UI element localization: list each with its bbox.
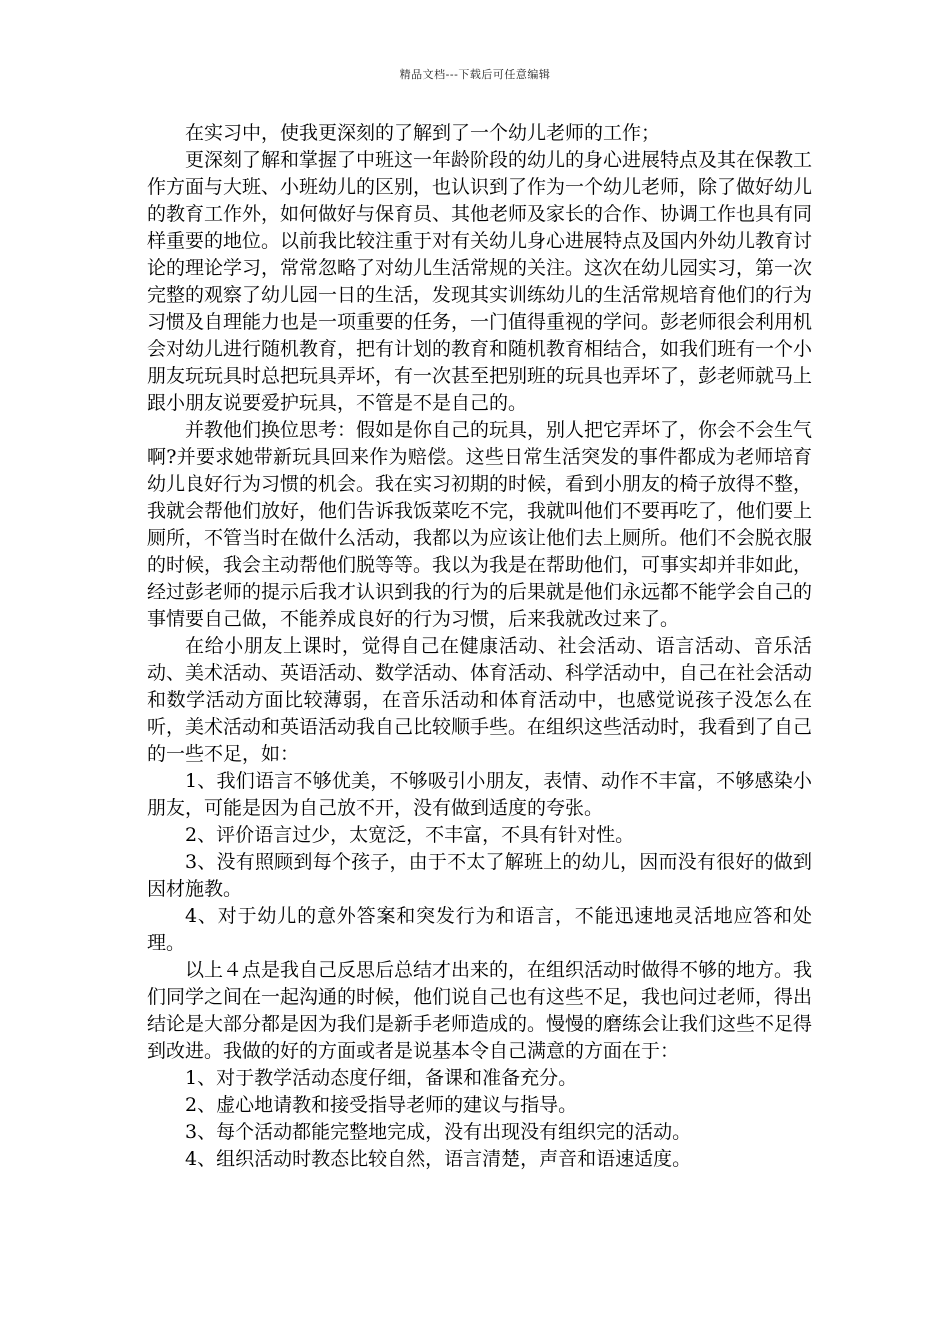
list-item: 2、评价语言过少，太宽泛，不丰富，不具有针对性。 xyxy=(185,824,635,846)
list-item: 4、对于幼儿的意外答案和突发行为和语言，不能迅速地灵活地应答和处理。 xyxy=(147,905,812,954)
document-body xyxy=(147,120,812,1173)
paragraph: 更深刻了解和掌握了中班这一年龄阶段的幼儿的身心进展特点及其在保教工作方面与大班、小班幼儿的区别，也认识到了作为一个幼儿老师，除了做好幼儿的教育工作外，如何做好与保育员、其他老师及家长的合作、协调工作也具有同样重要的地位。以前我比较注重于对有关幼儿身心进展特点及国内外幼儿教育讨论的理论学习，常常忽略了对幼儿生活常规的关注。这次在幼儿园实习，第一次完整的观察了幼儿园一日的生活，发现其实训练幼儿的生活常规培育他们的行为习惯及自理能力也是一项重要的任务，一门值得重视的学问。彭老师很会利用机会对幼儿进行随机教育，把有计划的教育和随机教育相结合，如我们班有一个小朋友玩玩具时总把玩具弄坏，有一次甚至把别班的玩具也弄坏了，彭老师就马上跟小朋友说要爱护玩具，不管是不是自己的。 xyxy=(147,149,813,414)
paragraph: 并教他们换位思考：假如是你自己的玩具，别人把它弄坏了，你会不会生气啊?并要求她带新玩具回来作为赔偿。这些日常生活突发的事件都成为老师培育幼儿良好行为习惯的机会。我在实习初期的时候，看到小朋友的椅子放得不整，我就会帮他们放好，他们告诉我饭菜吃不完，我就叫他们不要再吃了，他们要上厕所，不管当时在做什么活动，我都以为应该让他们去上厕所。他们不会脱衣服的时候，我会主动帮他们脱等等。我以为我是在帮助他们，可事实却并非如此，经过彭老师的提示后我才认识到我的行为的后果就是他们永远都不能学会自己的事情要自己做，不能养成良好的行为习惯，后来我就改过来了。 xyxy=(147,419,813,630)
paragraph: 在实习中，使我更深刻的了解到了一个幼儿老师的工作； xyxy=(185,122,661,144)
paragraph: 以上４点是我自己反思后总结才出来的，在组织活动时做得不够的地方。我们同学之间在一起沟通的时候，他们说自己也有这些不足，我也问过老师，得出结论是大部分都是因为我们是新手老师造成的。慢慢的磨练会让我们这些不足得到改进。我做的好的方面或者是说基本令自己满意的方面在于： xyxy=(147,959,813,1062)
page-header: 精品文档---下载后可任意编辑 xyxy=(399,68,551,81)
list-item: 3、每个活动都能完整地完成，没有出现没有组织完的活动。 xyxy=(185,1121,692,1143)
list-item: 1、我们语言不够优美，不够吸引小朋友，表情、动作不丰富，不够感染小朋友，可能是因为自己放不开，没有做到适度的夸张。 xyxy=(147,770,812,819)
paragraph: 在给小朋友上课时，觉得自己在健康活动、社会活动、语言活动、音乐活动、美术活动、英语活动、数学活动、体育活动、科学活动中，自己在社会活动和数学活动方面比较薄弱，在音乐活动和体育活动中，也感觉说孩子没怎么在听，美术活动和英语活动我自己比较顺手些。在组织这些活动时，我看到了自己的一些不足，如： xyxy=(147,635,813,765)
list-item: 4、组织活动时教态比较自然，语言清楚，声音和语速适度。 xyxy=(185,1148,692,1170)
list-item: 1、对于教学活动态度仔细，备课和准备充分。 xyxy=(185,1067,578,1089)
list-item: 2、虚心地请教和接受指导老师的建议与指导。 xyxy=(185,1094,578,1116)
list-item: 3、没有照顾到每个孩子，由于不太了解班上的幼儿，因而没有很好的做到因材施教。 xyxy=(147,851,812,900)
